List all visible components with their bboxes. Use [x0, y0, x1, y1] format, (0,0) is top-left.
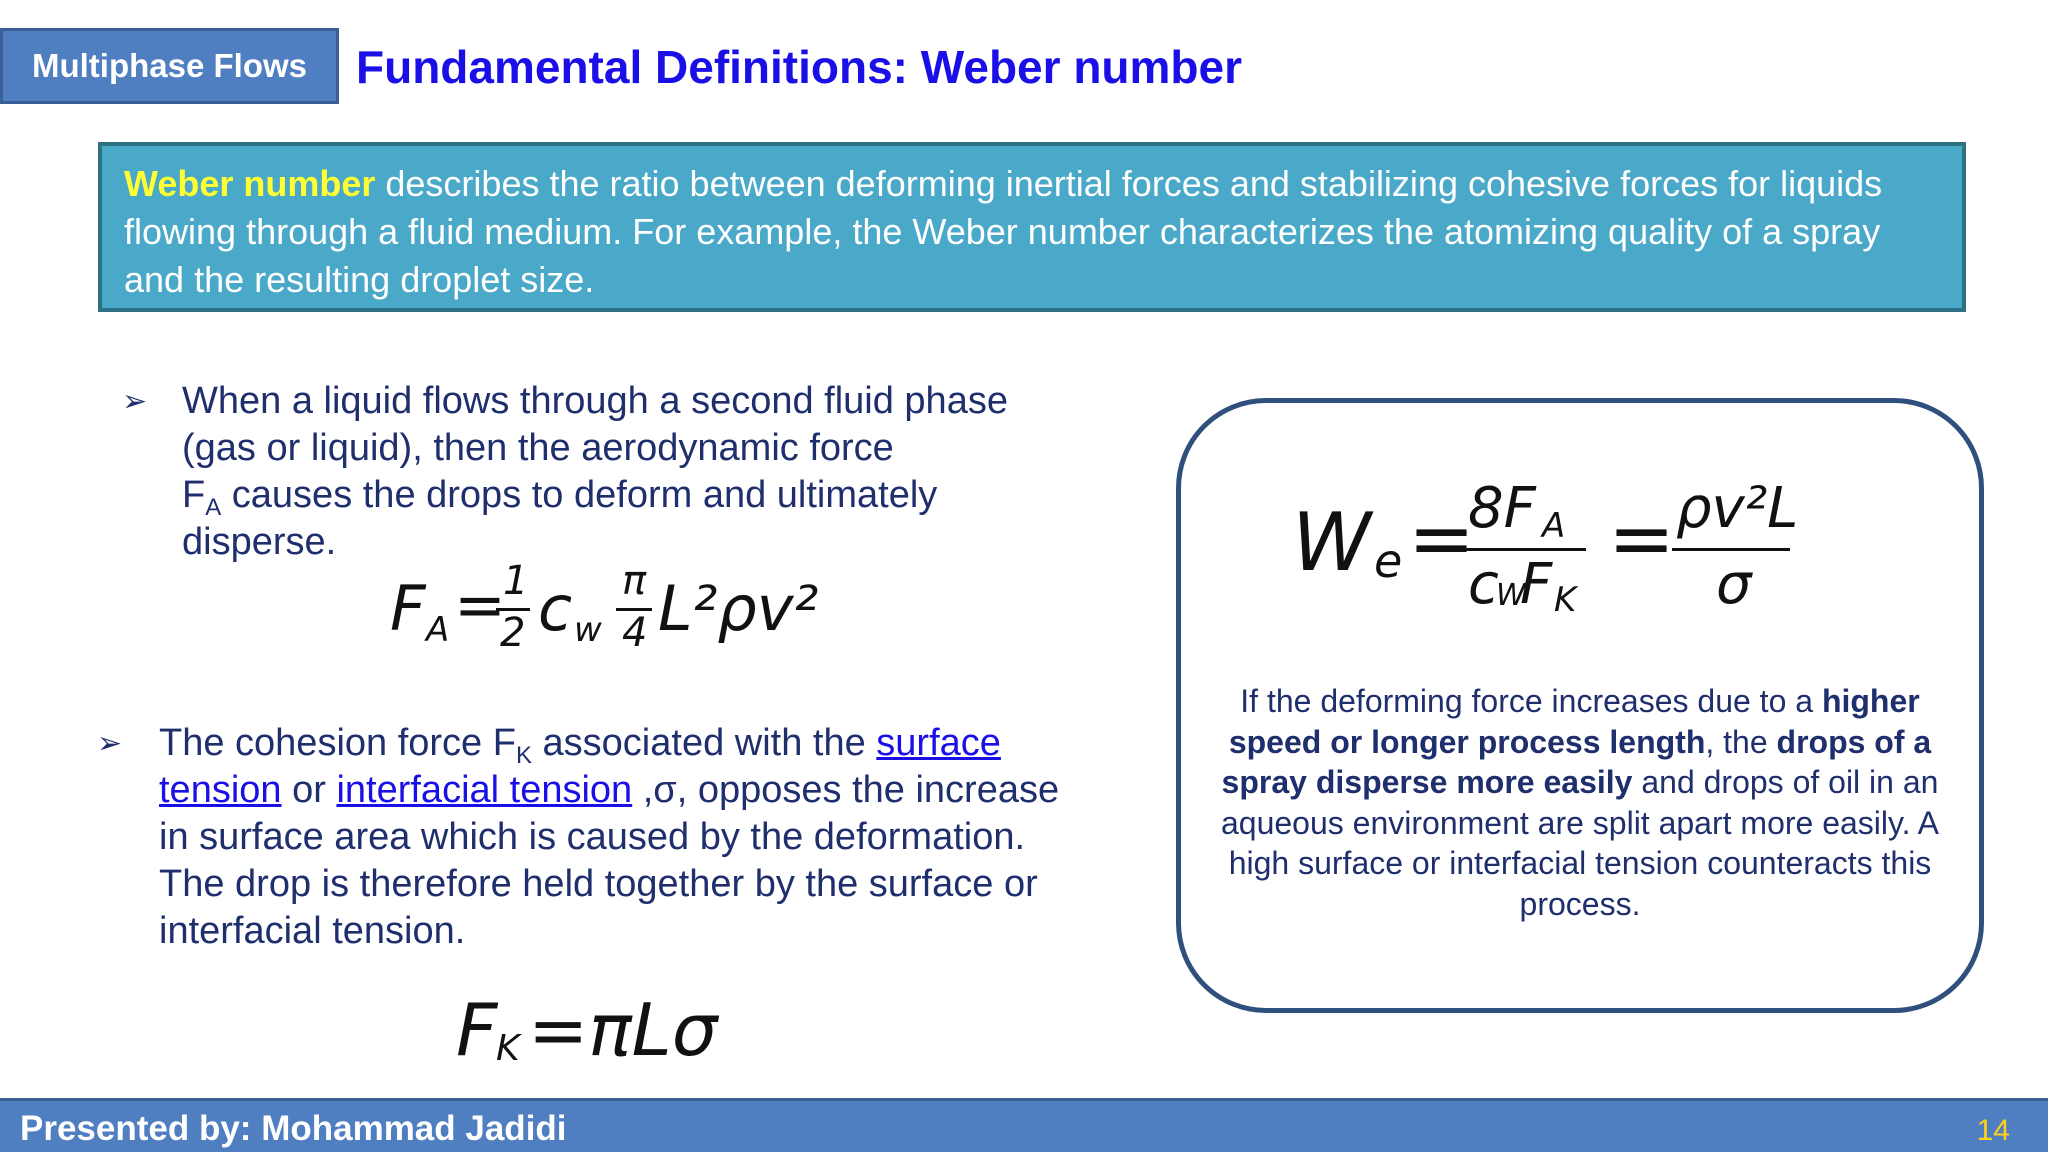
link-interfacial-tension[interactable]: interfacial tension — [336, 769, 633, 811]
definition-highlight: Weber number — [124, 163, 376, 204]
panel-description: If the deforming force increases due to a higher speed or longer process length, the drops of a spray disperse more easily and drops of oil in an aqueous environment are split apart more easily. A high surface or interfacial tension counteracts this process. — [1220, 683, 1939, 922]
definition-box — [98, 142, 1966, 312]
arrow-bullet-icon: ➢ — [97, 727, 123, 760]
bullet1-line2: (gas or liquid), then the aerodynamic force — [182, 427, 894, 469]
bullet1-line1: When a liquid flows through a second fluid phase — [182, 380, 1008, 422]
section-tag: Multiphase Flows — [0, 28, 339, 104]
formula-cohesion-force: F K =πLσ — [456, 988, 718, 1072]
bullet-aerodynamic-force — [122, 378, 1082, 566]
arrow-bullet-icon: ➢ — [122, 385, 148, 418]
formula-weber-number: W e = 8F A c W F K = ρv²L σ — [1292, 476, 1799, 620]
fraction-bar — [1466, 548, 1586, 551]
presenter-label: Presented by: Mohammad Jadidi — [20, 1109, 567, 1148]
definition-text: describes the ratio between deforming inertial forces and stabilizing cohesive forces for liquids flowing through a fluid medium. For example, the Weber number characterizes the atomizing quality of a spray and the resulting droplet size. — [124, 163, 1883, 300]
page-number: 14 — [1976, 1114, 2010, 1147]
fraction-bar — [1672, 548, 1790, 551]
bullet1-line3: $F_A$ causes the drops to deform and ultimately — [182, 474, 938, 521]
formula-aerodynamic-force: F A = 1 2 c w π 4 L²ρv² — [390, 558, 819, 656]
bullet1-line4: disperse. — [182, 521, 337, 563]
link-surface-tension[interactable]: surface tension — [159, 722, 1001, 811]
footer-bar — [0, 1098, 2048, 1152]
slide-title: Fundamental Definitions: Weber number — [356, 41, 1242, 93]
bullet-cohesion-force: ➢ The cohesion force $F_K$ associated with the surface tension or interfacial tension ,σ, opposes the increase in surface area which is caused by the deformation. The drop is therefore held together by the surface or interfacial tension. — [97, 722, 1060, 952]
